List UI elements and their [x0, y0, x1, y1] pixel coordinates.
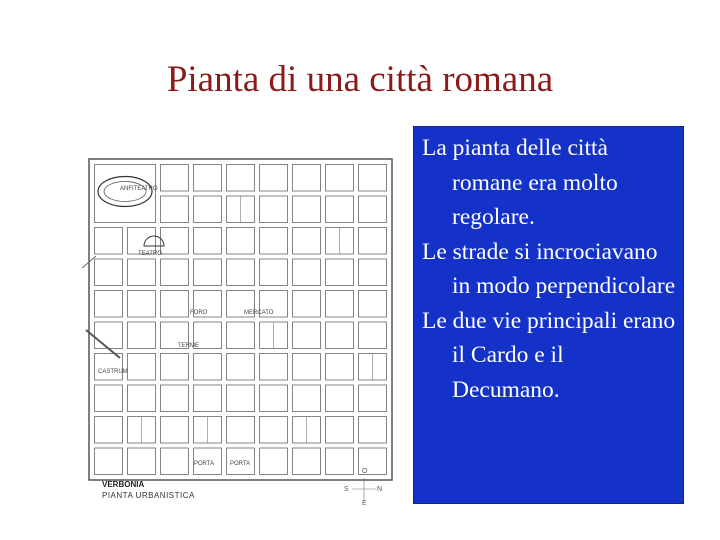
compass-west-label: S [344, 486, 349, 493]
city-block [326, 448, 354, 475]
city-block [95, 448, 123, 475]
map-label-teatro: TEATRO [138, 251, 162, 257]
city-block [260, 259, 288, 286]
city-block [194, 196, 222, 223]
city-block [293, 291, 321, 318]
map-label-castrum: CASTRUM [98, 369, 128, 375]
city-block [95, 385, 123, 412]
city-block [260, 448, 288, 475]
city-block [359, 196, 387, 223]
city-block [293, 448, 321, 475]
bullet-item: La pianta delle città romane era molto regolare. [422, 135, 618, 230]
city-block [194, 165, 222, 192]
city-block [260, 165, 288, 192]
city-block [326, 354, 354, 381]
city-block [260, 228, 288, 255]
city-block [161, 196, 189, 223]
city-block [194, 259, 222, 286]
map-label-terme: TERME [178, 343, 199, 349]
description-panel [413, 126, 684, 504]
city-block [359, 291, 387, 318]
slide-title: Pianta di una città romana [166, 59, 554, 100]
city-block [326, 291, 354, 318]
city-block [128, 354, 156, 381]
map-label-foro: FORO [190, 310, 208, 316]
city-block [194, 354, 222, 381]
compass-north-label: O [362, 468, 368, 475]
city-block [326, 417, 354, 444]
city-block [227, 165, 255, 192]
map-label-porta-1: PORTA [194, 461, 215, 467]
city-block [326, 196, 354, 223]
city-block [293, 259, 321, 286]
city-block [293, 228, 321, 255]
city-block [128, 322, 156, 349]
city-block [95, 228, 123, 255]
compass-east-label: N [377, 486, 383, 493]
city-block [128, 259, 156, 286]
city-block [194, 385, 222, 412]
city-block [227, 354, 255, 381]
city-block [293, 354, 321, 381]
city-block [359, 322, 387, 349]
map-label-mercato: MERCATO [244, 310, 274, 316]
city-block [293, 385, 321, 412]
city-block [326, 259, 354, 286]
city-block [227, 228, 255, 255]
compass-south-label: E [362, 500, 367, 507]
city-block [359, 228, 387, 255]
map-label-porta-2: PORTA [230, 461, 251, 467]
city-block [260, 196, 288, 223]
city-block [260, 385, 288, 412]
city-block [161, 259, 189, 286]
city-block [359, 259, 387, 286]
city-block [128, 448, 156, 475]
city-block [293, 196, 321, 223]
bullet-item: Le strade si incrociavano in modo perpendicolare [422, 238, 676, 299]
city-block [293, 322, 321, 349]
city-block [128, 291, 156, 318]
amphitheatre-block [95, 165, 156, 223]
map-label-anfiteatro: ANFITEATRO [120, 186, 158, 192]
city-block [161, 291, 189, 318]
city-block [95, 417, 123, 444]
city-block [260, 354, 288, 381]
city-block [326, 165, 354, 192]
city-block [260, 417, 288, 444]
bullet-list [422, 131, 677, 407]
city-block [161, 385, 189, 412]
city-block [161, 354, 189, 381]
city-plan-map [82, 150, 418, 520]
city-block [359, 165, 387, 192]
bullet-item: Le due vie principali erano il Cardo e il Decumano. [422, 307, 676, 403]
city-block [359, 385, 387, 412]
theatre-shape [144, 236, 164, 246]
city-block [95, 291, 123, 318]
city-block [227, 259, 255, 286]
map-caption-title: VERBONIA [102, 480, 145, 489]
city-block [194, 228, 222, 255]
city-block [161, 228, 189, 255]
city-block [161, 417, 189, 444]
city-block [227, 417, 255, 444]
city-block [326, 385, 354, 412]
city-block [161, 165, 189, 192]
city-block [227, 322, 255, 349]
city-block [95, 322, 123, 349]
city-block [161, 448, 189, 475]
map-caption-subtitle: PIANTA URBANISTICA [102, 491, 195, 500]
city-block [227, 385, 255, 412]
city-block [359, 417, 387, 444]
city-block [326, 322, 354, 349]
city-block [128, 385, 156, 412]
city-block [95, 259, 123, 286]
city-block [293, 165, 321, 192]
